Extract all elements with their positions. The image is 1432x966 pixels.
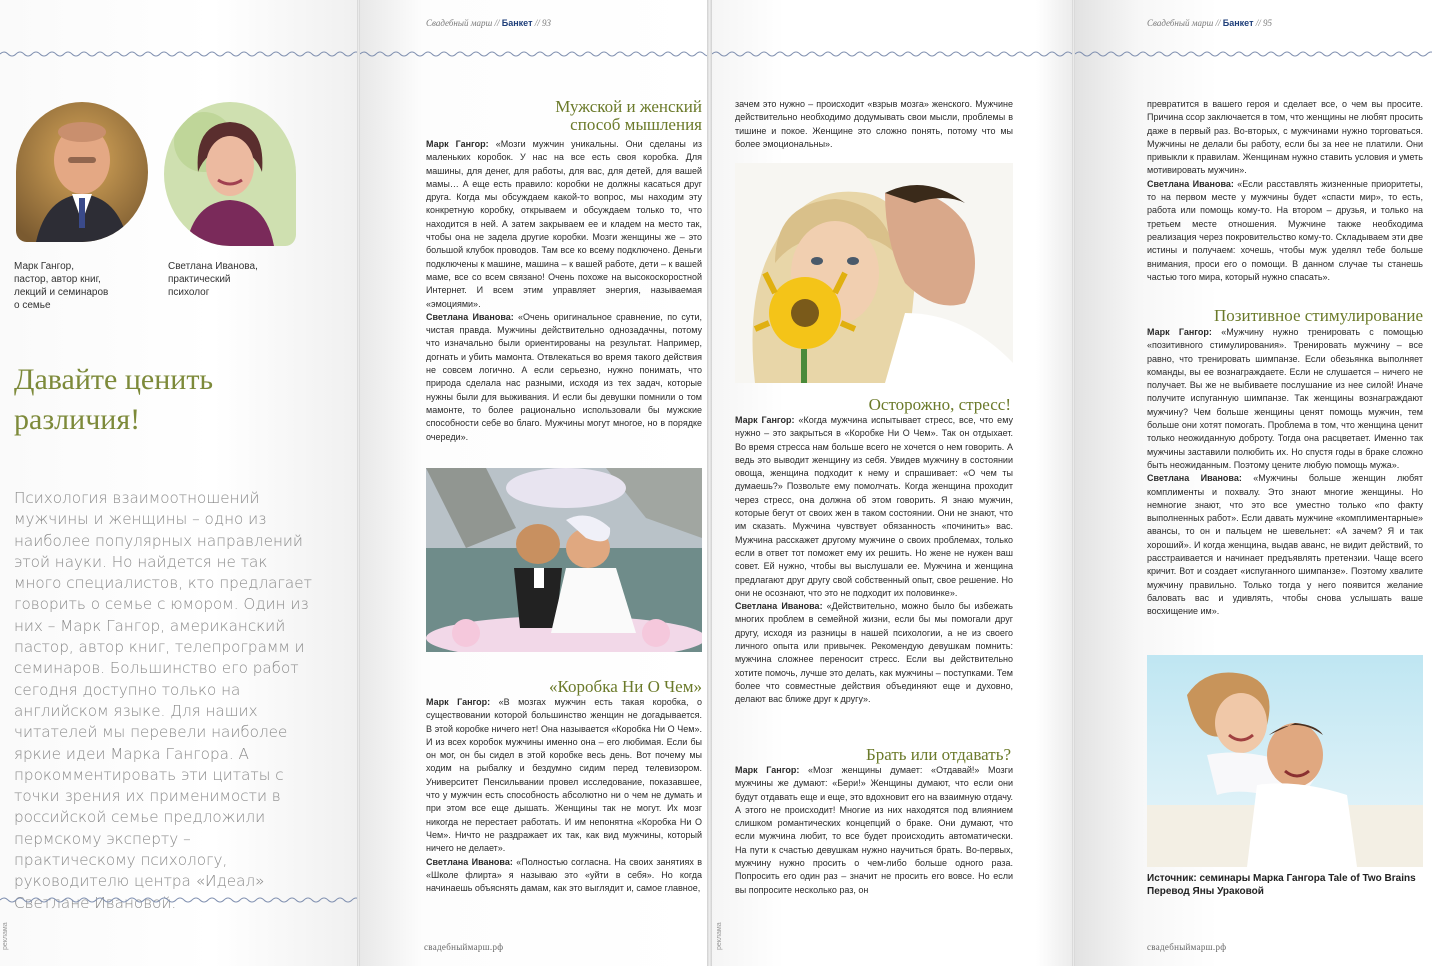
runhead-section: Банкет	[1222, 18, 1254, 28]
quote-text: «Мужчины больше женщин любят комплименты и похвалу. Это знают многие женщины. Но немногие знают, что это все уместно только «по факту выполненных работ». Если давать мужчине «комплиментарные» авансы, то он и пальцем не шевельнет: «А зачем? Я и так хороший». И когда женщина, выдав аванс, не видит действий, то расстраивается и начинает предъявлять претензии. Чаще всего кричит. Вот и создает «испуганного шимпанзе». Поэтому хвалите мужчину правильно. Только тогда у него появится желание баловать вас и удивлять, чтобы снова услышать ваше восхищение им».	[1147, 473, 1423, 617]
article-title-line: различия!	[14, 403, 141, 436]
article-title-line: Давайте ценить	[14, 363, 214, 396]
caption-desc-line: о семье	[14, 300, 51, 311]
heading-line: способ мышления	[570, 115, 702, 134]
speaker-label: Светлана Иванова:	[426, 311, 514, 322]
speaker-label: Марк Гангор:	[426, 139, 489, 149]
runhead-magazine: Свадебный марш //	[426, 18, 500, 28]
runhead-magazine: Свадебный марш //	[1147, 18, 1221, 28]
section-heading: Позитивное стимулирование	[1214, 306, 1423, 325]
speaker-label: Марк Гангор:	[426, 697, 491, 707]
side-label: реклама	[716, 922, 723, 950]
article-body: зачем это нужно – происходит «взрыв мозга» женского. Мужчине действительно необходимо додумывать свои мысли, проблемы в тишине и покое. Женщине это сложно понять, потому что мы более эмоциональны».	[735, 99, 1013, 149]
article-body	[735, 414, 1013, 707]
page-footer: свадебныймарш.рф	[424, 942, 504, 952]
heading-line: Мужской и женский	[555, 97, 702, 116]
running-head	[426, 18, 551, 28]
article-body	[426, 696, 702, 895]
caption-svetlana-ivanova	[168, 260, 288, 299]
portrait-svetlana-ivanova	[164, 102, 296, 246]
quote-text: превратится в вашего героя и сделает все, о чем вы просите. Причина ссор заключается в том, что женщины не любят просить даже в первый раз. Во-вторых, с мужчинами нужно торговаться. Мужчины не делали бы работу, если бы за нее не платили. Они привыкли к правилам. Женщинам нужно ставить условия и уметь мотивировать мужчин».	[1147, 99, 1423, 176]
section-heading	[420, 98, 702, 134]
decorative-wave-top	[0, 50, 357, 58]
article-credit	[1147, 872, 1427, 898]
credit-line: Перевод Яны Ураковой	[1147, 886, 1264, 897]
running-head	[1147, 18, 1272, 28]
speaker-label: Светлана Иванова:	[735, 601, 823, 612]
section-heading: «Коробка Ни О Чем»	[549, 677, 702, 696]
quote-text: «Очень оригинальное сравнение, по сути, чистая правда. Мужчины действительно однозадачны, потому что изначально были ориентированы на результат. Например, догнать и убить мамонта. Отвлекаться во время такого действия не совсем логично. А если серьезно, нужно понимать, что природа сделала нас разными, исходя из тех задач, которые нужны были для выживания. И если бы девушки помнили о том мамонте, то более рационально использовали бы мужские способности себе во благо. Мужчины могут многое, но в порядке очереди».	[426, 311, 702, 442]
page-93	[360, 0, 707, 966]
speaker-label: Светлана Иванова:	[426, 856, 513, 867]
quote-text: «Действительно, можно было бы избежать многих проблем в семейной жизни, если бы мы помогали друг другу, исходя из разницы в нашей психологии, а не из своего личного опыта или привычек. Рекомендую девушкам помнить: мужчина сложнее переносит стресс. Если вы действительно хотите помочь, лучше это делать, как мужчины – поступками. Тем более что совместные действия объединяют еще и духовно, делают вас ближе друг к другу».	[735, 601, 1013, 705]
article-body	[1147, 326, 1423, 619]
runhead-section: Банкет	[501, 18, 533, 28]
article-lead: Психология взаимоотношений мужчины и женщины – одно из наиболее популярных направлений этой науки. Но найдется не так много специалистов, кто предлагает говорить о семье с юмором. Один из них – Марк Гангор, американский пастор, автор книг, телепрограмм и семинаров. Большинство его работ сегодня доступно только на английском языке. Для наших читателей мы перевели наиболее яркие идеи Марка Гангора. А прокомментировать эти цитаты с точки зрения их применимости в российской семье предложили пермскому эксперту – практическому психологу, руководителю центра «Идеал» Светлане Ивановой.	[14, 489, 312, 912]
caption-name: Светлана Иванова,	[168, 261, 258, 272]
couple-piggyback-photo	[1147, 655, 1423, 867]
wedding-dolls-photo	[426, 468, 702, 652]
decorative-wave-top	[712, 50, 1072, 58]
decorative-wave-bottom	[0, 896, 357, 904]
section-heading: Осторожно, стресс!	[868, 395, 1011, 414]
speaker-label: Марк Гангор:	[735, 765, 800, 775]
page-95	[1075, 0, 1432, 966]
article-body	[735, 764, 1013, 897]
caption-desc-line: практический	[168, 274, 231, 285]
page-left-intro	[0, 0, 357, 966]
speaker-label: Светлана Иванова:	[1147, 178, 1234, 189]
quote-text: «Мозг женщины думает: «Отдавай!» Мозги мужчины же думают: «Бери!» Женщины думают, что если они будут отдавать еще и еще, это вдохновит его на взаимную отдачу. А этого не происходит! Многие из них находятся под влиянием слишком романтических концепций о браке. Они думают, что если мужчина любит, то все будет происходить автоматически. На пути к счастью девушкам нужно научиться брать. Во-первых, мужчину нужно просить о чем-либо больше одного раза. Попросить его один раз – значит не просить его вовсе. Но если вы попросите несколько раз, он	[735, 765, 1013, 895]
couple-sunflower-photo	[735, 163, 1013, 383]
article-body	[1147, 98, 1423, 284]
runhead-page: // 93	[534, 18, 551, 28]
quote-text: «Мозги мужчин уникальны. Они сделаны из маленьких коробок. У нас на все есть своя коробка. Для машины, для денег, для работы, для вас, для детей, для вашей мамы… А еще есть правило: коробки не должны касаться друг друга. Когда мы обсуждаем какой-то вопрос, мы находим эту конкретную коробку, открываем и обсуждаем только то, что находится в ней. А затем закрываем ее и кладем на место так, чтобы она не задела другие коробки. Мозги женщины же – это большой клубок проводов. Там все ко всему подключено. Деньги подключены к машине, машина – к вашей работе, дети – к вашей маме, все со всем связано! Очень похоже на высокоскоростной Интернет. И всем этим управляет энергия, называемая «эмоциями».	[426, 139, 702, 309]
article-title	[14, 360, 213, 440]
quote-text: «Когда мужчина испытывает стресс, все, что ему нужно – это закрыться в «Коробке Ни О Чем». Так он отдыхает. Во время стресса нам больше всего не хочется о нем говорить. А ведь это выводит женщину из себя. Увидев мужчину в состоянии овоща, женщина подходит к нему и спрашивает: «О чем ты думаешь?» Позвольте ему помолчать. Когда женщина проходит через стресс, она должна об этом говорить. Я знаю мужчин, которые бегут от своих жен в таком состоянии. Они не знают, что им сказать. Мужчина чувствует обязанность «починить» вас. Мужчина расскажет другому мужчине о своих проблемах, только если в ответ тот поможет ему их решить. Но жене не нужен ваш совет. Ей нужно, чтобы вы выслушали ее. Мужчина и женщина предлагают друг другу свой собственный опыт, свое решение. Но они не осознают, что это не подходит их половинке».	[735, 415, 1013, 598]
speaker-label: Марк Гангор:	[735, 415, 795, 425]
caption-name: Марк Гангор,	[14, 261, 74, 272]
credit-line: Источник: семинары Марка Гангора Tale of Two Brains	[1147, 873, 1416, 884]
decorative-wave-top	[1075, 50, 1432, 58]
article-body	[426, 138, 702, 444]
portrait-mark-gangor	[16, 102, 148, 242]
quote-text: «Если расставлять жизненные приоритеты, то на первом месте у мужчины будет «спасти мир», то есть, работа или помощь кому-то. На втором – друзья, и только на третьем месте отношения. Мужчине также необходима реализация через покровительство кому-то. Складываем эти две истины и получаем: хочешь, чтобы муж уделял тебе больше внимания, проси его о помощи. В данном случае ты станешь частью того мира, который нужно спасать».	[1147, 178, 1423, 282]
page-94	[712, 0, 1072, 966]
caption-desc-line: пастор, автор книг,	[14, 274, 101, 285]
page-footer: свадебныймарш.рф	[1147, 942, 1227, 952]
quote-text: «Мужчину нужно тренировать с помощью «позитивного стимулирования». Тренировать мужчину – все равно, что тренировать шимпанзе. Если обезьянка выполняет команды, вы ее вознаграждаете. Если не слушается – ничего не получает. Вы же не выбиваете послушание из нее силой! Иначе получите испуганную шимпанзе. Так женщины вознаграждают мужчину? Чем больше женщины ценят помощь мужчин, тем больше они хотят помогать. Проблема в том, что женщина ценит только неожиданную доброту. Тогда она расцветает. Именно так мужчины заставили полюбить их. Но спустя годы в браке сложно быть неожиданным. Поэтому цените любую помощь мужа».	[1147, 327, 1423, 470]
runhead-page: // 95	[1255, 18, 1272, 28]
speaker-label: Марк Гангор:	[1147, 327, 1212, 337]
quote-text: «Полностью согласна. На своих занятиях в «Школе флирта» я называю это «уйти в себя». Но когда начинаешь объяснять дамам, как это выглядит и, самое главное,	[426, 856, 702, 894]
caption-desc-line: лекций и семинаров	[14, 287, 109, 298]
side-label: реклама	[2, 922, 9, 950]
speaker-label: Светлана Иванова:	[1147, 473, 1242, 484]
caption-desc-line: психолог	[168, 287, 210, 298]
decorative-wave-top	[360, 50, 707, 58]
caption-mark-gangor	[14, 260, 134, 312]
section-heading: Брать или отдавать?	[865, 745, 1011, 764]
quote-text: «В мозгах мужчин есть такая коробка, о существовании которой большинство женщин не догадывается. В этой коробке ничего нет! Она называется «Коробка Ни О Чем». И из всех коробок мужчины именно она – его любимая. Если бы он мог, он бы сидел в этой коробке весь день. Вот почему мы ходим на рыбалку и бездумно сидим перед телевизором. Университет Пенсильвании провел исследование, показавшее, что у мужчин есть способность абсолютно ни о чем не думать и при этом все еще дышать. Женщины так не могут. Их мозг никогда не перестает работать. И им непонятна «Коробка Ни О Чем». Ничто не раздражает их так, как вид мужчины, который ничего не делает».	[426, 697, 702, 854]
